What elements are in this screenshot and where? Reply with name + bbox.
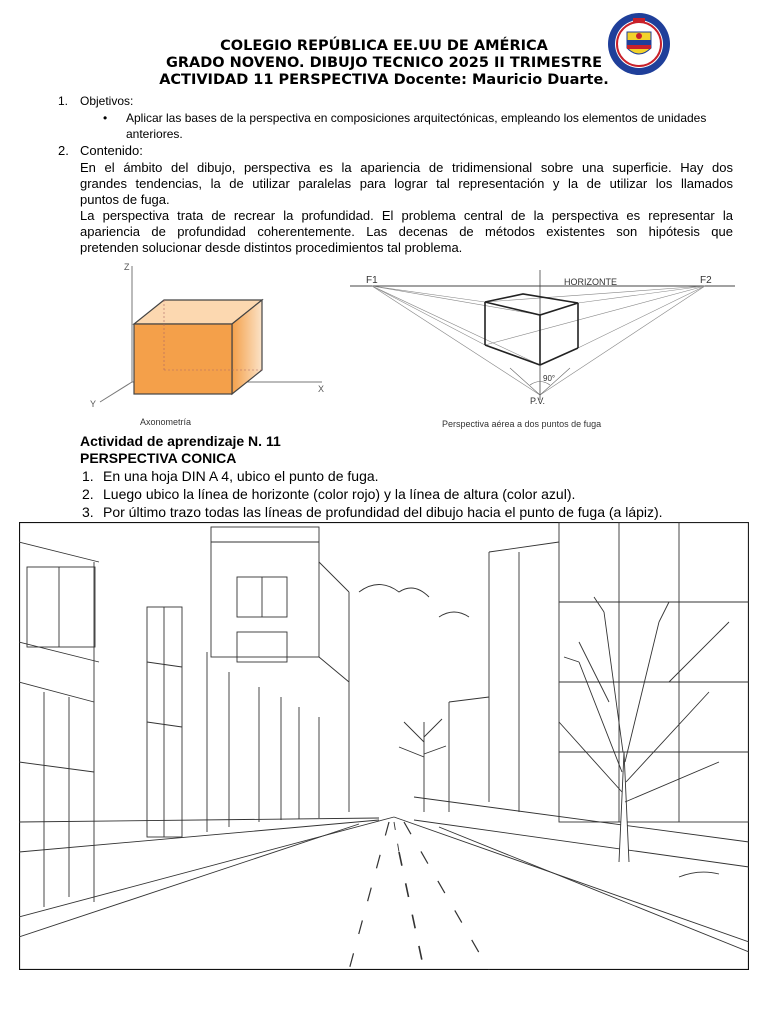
activity-subtitle: PERSPECTIVA CONICA [80,450,237,466]
axis-y-label: Y [90,399,97,409]
step-3-number: 3. [82,504,94,520]
contenido-number: 2. [58,143,69,158]
street-perspective-drawing [19,522,749,970]
axonometria-figure [82,256,342,432]
contenido-p1-line-1: En el ámbito del dibujo, perspectiva es la apariencia de tridimensional sobre una superficie. Hay dos [80,160,733,175]
box-front-face [134,324,232,394]
contenido-p1-line-2: grandes tendencias, la de utilizar paralelas para lograr tal representación y la de utilizar los llamados [80,176,733,191]
activity-title: Actividad de aprendizaje N. 11 [80,433,281,449]
objetivos-item-line-1: Aplicar las bases de la perspectiva en composiciones arquitectónicas, empleando los elementos de unidades [126,111,707,125]
header-line-3: ACTIVIDAD 11 PERSPECTIVA Docente: Mauricio Duarte. [159,72,609,88]
axis-z-label: Z [124,262,130,272]
step-2-text: Luego ubico la línea de horizonte (color rojo) y la línea de altura (color azul). [103,486,576,502]
pv-label: P.V. [530,396,546,406]
header-line-1: COLEGIO REPÚBLICA EE.UU DE AMÉRICA [220,38,548,54]
f1-label: F1 [366,275,378,286]
two-point-perspective-figure [350,270,735,432]
horizon-label: HORIZONTE [564,277,617,287]
header-line-2: GRADO NOVENO. DIBUJO TECNICO 2025 II TRIMESTRE [165,55,603,71]
step-1-text: En una hoja DIN A 4, ubico el punto de fuga. [103,468,379,484]
contenido-p2-line-1: La perspectiva trata de recrear la profundidad. El problema central de la perspectiva es representar la [80,208,733,223]
perspective-caption: Perspectiva aérea a dos puntos de fuga [442,419,602,429]
axonometria-caption: Axonometría [140,417,192,427]
step-1-number: 1. [82,468,94,484]
f2-label: F2 [700,275,712,286]
objetivos-number: 1. [58,94,69,108]
school-crest-logo [607,12,671,76]
contenido-p2-line-2: apariencia de profundidad coherentemente. Las decenas de métodos existentes son hipótesis que [80,224,733,239]
perspective-box [485,294,578,365]
angle-label: 90° [543,374,556,383]
contenido-p2-line-3: pretenden solucionar desde distintos procedimientos tal problema. [80,240,463,255]
step-3-text: Por último trazo todas las líneas de profundidad del dibujo hacia el punto de fuga (a lápiz). [103,504,663,520]
objetivos-title: Objetivos: [80,94,134,108]
objetivos-item-line-2: anteriores. [126,127,183,141]
contenido-p1-line-3: puntos de fuga. [80,192,170,207]
step-2-number: 2. [82,486,94,502]
contenido-title: Contenido: [80,143,143,158]
axis-x-label: X [318,384,325,394]
objetivos-bullet: • [103,111,108,125]
